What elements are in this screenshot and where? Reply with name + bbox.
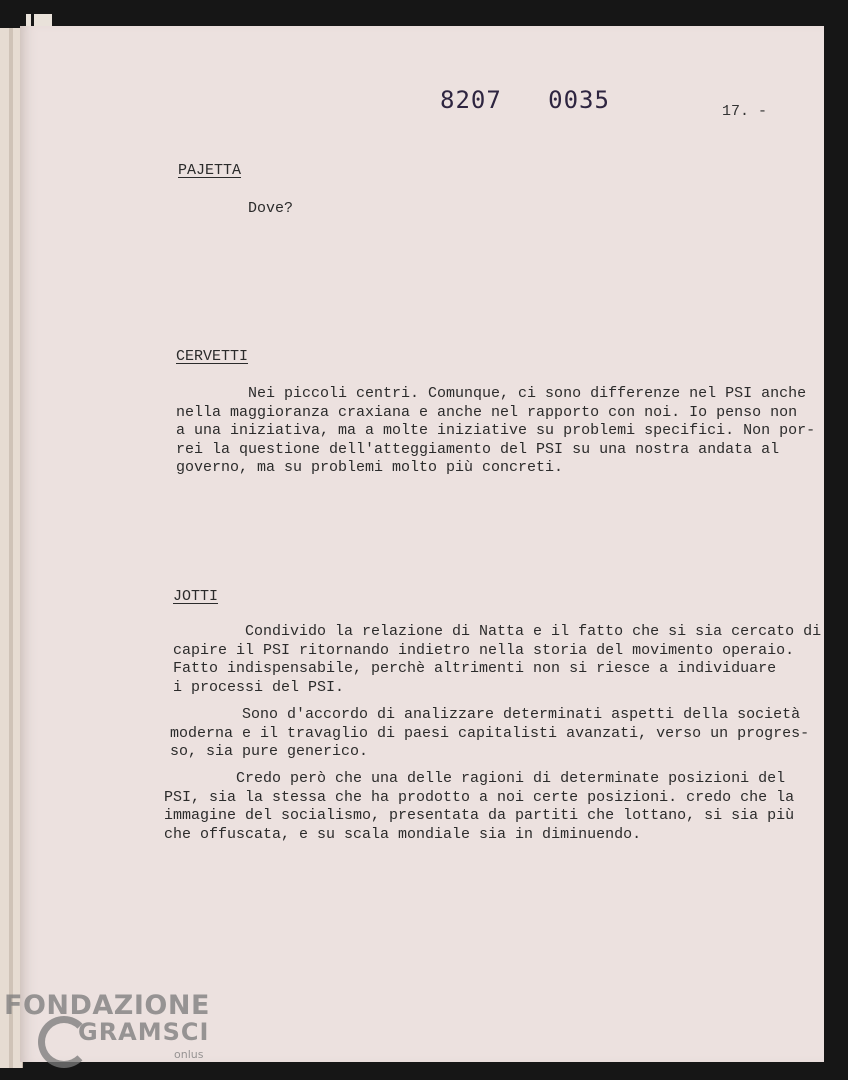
- paragraph: Sono d'accordo di analizzare determinati aspetti della società moderna e il travaglio di paesi capitalisti avanzati, verso un progres- so, sia pure generico.: [170, 706, 810, 760]
- page-number: 17. -: [722, 103, 768, 120]
- watermark-line3: onlus: [174, 1048, 204, 1061]
- paragraph: Nei piccoli centri. Comunque, ci sono differenze nel PSI anche nella maggioranza craxiana e anche nel rapporto con noi. Io penso non a una iniziativa, ma a molte iniziative su problemi specifici. Non por- rei la questione dell'atteggiamento del PSI su una nostra andata al governo, ma su problemi molto più concreti.: [176, 385, 816, 476]
- fondazione-gramsci-watermark: [4, 990, 210, 1061]
- paragraph: Condivido la relazione di Natta e il fatto che si sia cercato di capire il PSI ritornando indietro nella storia del movimento operaio. Fatto indispensabile, perchè altrimenti non si riesce a individuare i processi del PSI.: [173, 623, 822, 696]
- paragraph: Dove?: [176, 200, 294, 217]
- binding-shadow: [9, 28, 13, 1068]
- speaker-name: CERVETTI: [176, 348, 249, 365]
- watermark-line2: GRAMSCI: [78, 1018, 210, 1046]
- watermark-line1: FONDAZIONE: [4, 990, 210, 1021]
- paragraph: Credo però che una delle ragioni di determinate posizioni del PSI, sia la stessa che ha prodotto a noi certe posizioni. credo che la immagine del socialismo, presentata da partiti che lottano, si sia più che offuscata, e su scala mondiale sia in diminuendo.: [164, 770, 795, 843]
- speaker-name: JOTTI: [173, 588, 219, 605]
- archive-document-number: 8207 0035: [440, 86, 610, 114]
- document-page: [20, 26, 824, 1062]
- speaker-name: PAJETTA: [178, 162, 242, 179]
